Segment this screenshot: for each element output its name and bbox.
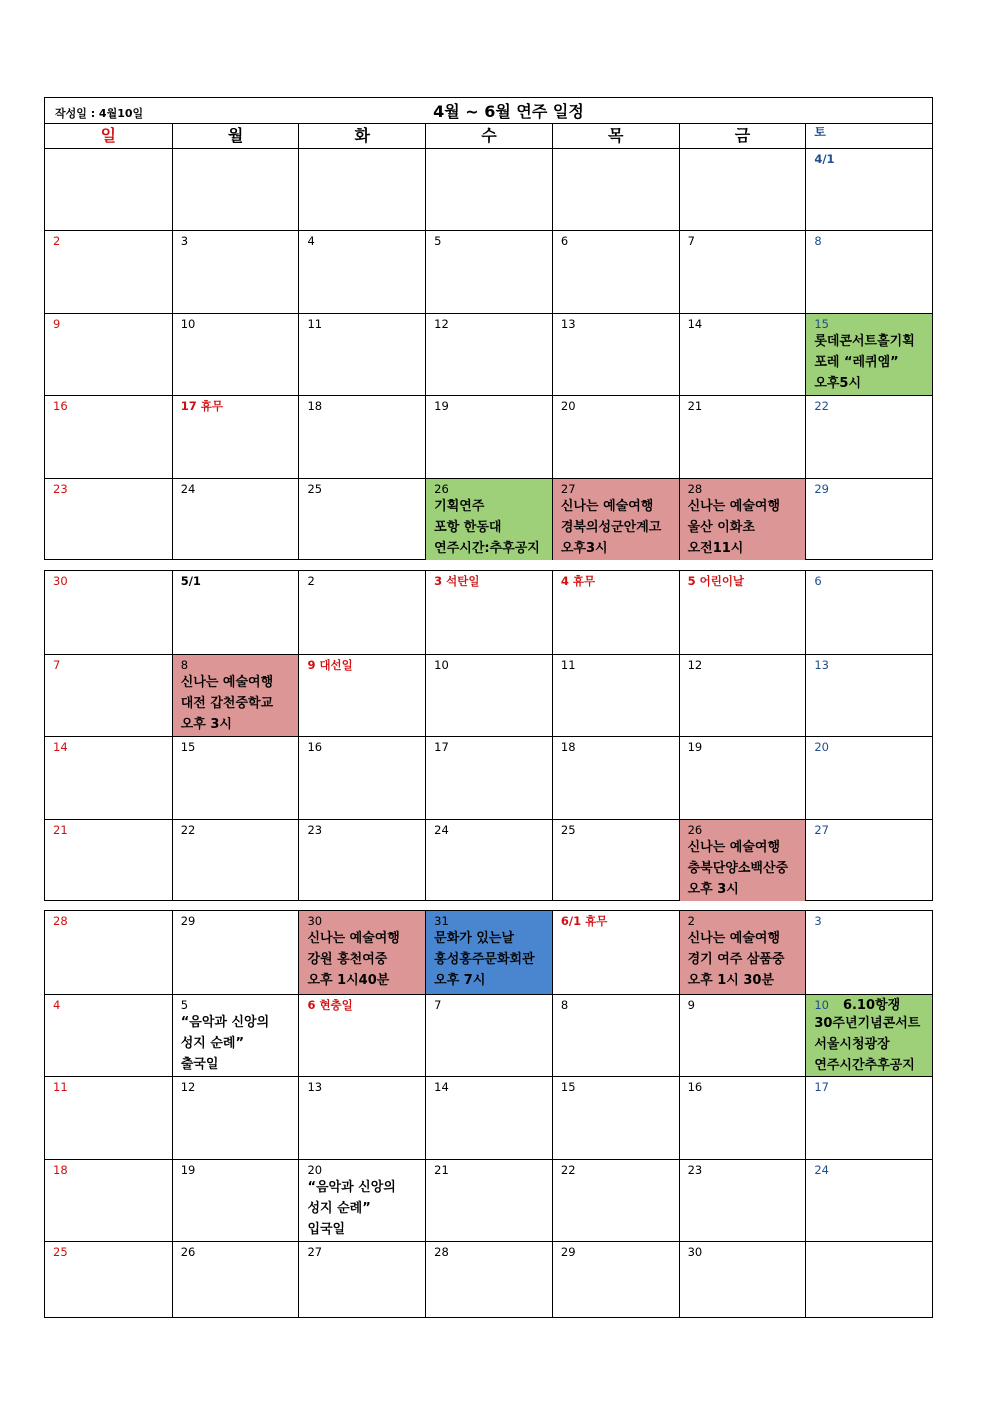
day-number: 3 석탄일 [434,574,480,588]
week-row [45,148,932,230]
day-cell[interactable] [552,737,679,819]
day-cell[interactable] [679,820,806,901]
event-line: 홍성홍주문화회관 [434,952,535,967]
week-row [45,478,932,560]
event-line: 오후3시 [560,541,608,556]
day-cell[interactable] [805,1242,932,1317]
week-row [45,313,932,395]
day-cell[interactable] [45,149,172,230]
event-line: “음악과 신앙의 [307,1180,396,1195]
day-number: 17 휴무 [180,399,223,413]
day-cell[interactable] [172,479,299,560]
day-cell[interactable] [172,396,299,478]
day-cell[interactable] [552,911,679,994]
day-cell[interactable] [172,231,299,313]
day-number: 23 [687,1163,703,1177]
day-number: 20 [814,740,829,754]
day-cell[interactable] [298,655,425,736]
event-line: 오후 7시 [434,973,486,988]
day-cell[interactable] [45,1160,172,1241]
day-number: 28 [434,1245,449,1259]
day-number: 24 [180,482,196,496]
day-cell[interactable] [45,231,172,313]
day-cell[interactable] [679,911,806,994]
day-number: 18 [560,740,576,754]
day-number: 18 [53,1163,68,1177]
event-line: 충북단양소백산중 [687,861,789,876]
day-cell[interactable] [805,1160,932,1241]
event-line: 성지 순례” [180,1036,245,1051]
day-cell[interactable] [679,396,806,478]
day-number: 25 [560,823,576,837]
day-cell[interactable] [298,737,425,819]
day-number: 14 [53,740,68,754]
day-number: 2 [53,234,61,248]
day-cell[interactable] [298,396,425,478]
day-number: 4 [53,998,61,1012]
event-line: 출국일 [180,1057,219,1072]
day-cell[interactable] [552,571,679,654]
day-number: 7 [434,998,442,1012]
day-cell[interactable] [552,479,679,560]
event-line: 신나는 예술여행 [687,931,781,946]
event-line: 경기 여주 삼품중 [687,952,785,967]
page-title: 4월 ~ 6월 연주 일정 [433,102,584,121]
day-number: 6 현충일 [307,998,353,1012]
event-line: 기획연주 [434,499,485,514]
day-number: 7 [687,234,695,248]
event-line: 울산 이화초 [687,520,755,535]
day-cell[interactable] [45,396,172,478]
day-cell[interactable] [425,314,552,395]
day-cell[interactable] [805,995,932,1076]
calendar-may [44,570,933,901]
day-cell[interactable] [805,737,932,819]
day-cell[interactable] [425,396,552,478]
day-cell[interactable] [298,571,425,654]
event-line: 오후 3시 [687,882,739,897]
day-number: 2 [687,914,695,928]
day-cell[interactable] [805,911,932,994]
event-line: 오후 1시40분 [307,973,390,988]
day-cell[interactable] [679,737,806,819]
event-line: 신나는 예술여행 [560,499,654,514]
day-cell[interactable] [552,231,679,313]
event-line: “음악과 신앙의 [180,1015,270,1030]
day-cell[interactable] [172,1242,299,1317]
event-line: 성지 순례” [307,1201,371,1216]
day-cell[interactable] [172,911,299,994]
calendar-june [44,910,933,1318]
day-cell[interactable] [172,1160,299,1241]
day-number: 10 [434,658,449,672]
day-number: 5 어린이날 [687,574,745,588]
weekday-sat: 토 [805,124,932,148]
event-line: 서울시청광장 [814,1037,890,1052]
day-cell[interactable] [298,149,425,230]
date-note: 작성일 : 4월10일 [55,107,144,120]
day-cell[interactable] [45,737,172,819]
day-cell[interactable] [679,231,806,313]
week-row [45,736,932,819]
day-number: 17 [814,1080,829,1094]
day-cell[interactable] [172,820,299,901]
day-number: 3 [814,914,822,928]
event-line: 신나는 예술여행 [180,675,274,690]
day-cell[interactable] [552,1160,679,1241]
day-cell[interactable] [298,1160,425,1241]
week-row [45,1076,932,1159]
event-line: 문화가 있는날 [434,931,515,946]
day-number: 9 [53,317,61,331]
day-cell[interactable] [425,1160,552,1241]
day-cell[interactable] [552,820,679,901]
day-number: 19 [180,1163,196,1177]
day-cell[interactable] [298,479,425,560]
day-cell[interactable] [298,1242,425,1317]
day-cell[interactable] [45,995,172,1076]
day-number: 30 [687,1245,703,1259]
day-cell[interactable] [805,655,932,736]
day-number: 9 [687,998,695,1012]
day-cell[interactable] [45,571,172,654]
day-cell[interactable] [552,1242,679,1317]
day-cell[interactable] [679,479,806,560]
week-row [45,230,932,313]
day-cell[interactable] [298,911,425,994]
day-number: 13 [307,1080,323,1094]
day-number: 5 [180,998,189,1012]
day-number: 9 대선일 [307,658,353,672]
day-number: 20 [307,1163,323,1177]
day-number: 8 [560,998,569,1012]
day-number: 15 [814,317,829,331]
day-number: 28 [53,914,68,928]
week-row [45,1241,932,1317]
day-cell[interactable] [552,396,679,478]
day-cell[interactable] [298,231,425,313]
day-cell[interactable] [552,314,679,395]
day-cell[interactable] [425,995,552,1076]
day-cell[interactable] [45,1077,172,1159]
week-row [45,911,932,994]
event-line: 신나는 예술여행 [687,499,781,514]
day-number: 17 [434,740,449,754]
day-number: 11 [307,317,323,331]
day-number: 29 [560,1245,576,1259]
day-number: 13 [560,317,576,331]
weekday-header-row [45,123,932,148]
day-cell[interactable] [172,655,299,736]
day-number: 10 [180,317,196,331]
weekday-thu: 목 [552,124,679,148]
day-number: 16 [53,399,68,413]
day-number: 11 [560,658,576,672]
weekday-mon: 월 [172,124,299,148]
day-number: 16 [687,1080,703,1094]
day-cell[interactable] [552,655,679,736]
event-line: 연주시간추후공지 [814,1058,915,1073]
day-number: 6 [560,234,569,248]
day-cell[interactable] [298,995,425,1076]
week-row [45,571,932,654]
day-number: 22 [560,1163,576,1177]
day-cell[interactable] [45,911,172,994]
day-number: 12 [180,1080,196,1094]
day-number: 25 [53,1245,68,1259]
event-line: 오후 3시 [180,717,232,732]
day-number: 12 [434,317,449,331]
day-cell[interactable] [425,737,552,819]
day-cell[interactable] [45,655,172,736]
day-cell[interactable] [552,995,679,1076]
day-extra-label: 6.10항쟁 [842,998,901,1013]
day-cell[interactable] [172,149,299,230]
event-line: 오후5시 [814,376,862,391]
event-line: 포레 “레퀴엠” [814,355,899,370]
day-number: 27 [307,1245,323,1259]
day-number: 4/1 [814,152,835,166]
day-cell[interactable] [172,314,299,395]
day-number: 28 [687,482,703,496]
week-row [45,395,932,478]
day-number: 6/1 휴무 [560,914,608,928]
day-cell[interactable] [172,571,299,654]
day-number: 23 [53,482,68,496]
weekday-wed: 수 [425,124,552,148]
day-number: 5/1 [180,574,201,588]
day-number: 6 [814,574,822,588]
calendar-april [44,97,933,560]
day-cell[interactable] [298,314,425,395]
day-number: 2 [307,574,315,588]
day-cell[interactable] [805,314,932,395]
day-cell[interactable] [679,571,806,654]
day-cell[interactable] [172,737,299,819]
day-cell[interactable] [172,995,299,1076]
day-number: 7 [53,658,61,672]
week-row [45,994,932,1076]
day-cell[interactable] [805,396,932,478]
day-cell[interactable] [425,149,552,230]
week-row [45,654,932,736]
event-line: 강원 홍천여중 [307,952,388,967]
day-cell[interactable] [45,820,172,901]
day-number: 12 [687,658,703,672]
day-number: 30 [307,914,323,928]
day-cell[interactable] [679,655,806,736]
day-cell[interactable] [45,314,172,395]
day-number: 21 [687,399,703,413]
day-number: 18 [307,399,323,413]
day-cell[interactable] [679,1242,806,1317]
day-number: 26 [180,1245,196,1259]
title-row [45,98,932,123]
event-line: 30주년기념콘서트 [814,1016,921,1031]
day-number: 29 [814,482,829,496]
day-cell[interactable] [298,820,425,901]
day-number: 27 [814,823,829,837]
day-number: 4 [307,234,315,248]
day-number: 20 [560,399,576,413]
event-line: 연주시간:추후공지 [434,541,540,556]
day-number: 23 [307,823,323,837]
day-cell[interactable] [425,1242,552,1317]
event-line: 경북의성군안계고 [560,520,662,535]
day-number: 26 [434,482,449,496]
day-cell[interactable] [679,995,806,1076]
day-cell[interactable] [805,1077,932,1159]
day-cell[interactable] [425,911,552,994]
day-cell[interactable] [805,571,932,654]
day-number: 26 [687,823,703,837]
day-cell[interactable] [679,1077,806,1159]
event-line: 입국일 [307,1222,346,1237]
day-number: 25 [307,482,323,496]
weekday-fri: 금 [679,124,806,148]
day-cell[interactable] [679,314,806,395]
day-cell[interactable] [679,1160,806,1241]
day-number: 19 [687,740,703,754]
day-cell[interactable] [679,149,806,230]
day-cell[interactable] [172,1077,299,1159]
day-number: 19 [434,399,449,413]
day-number: 22 [180,823,196,837]
day-number: 27 [560,482,576,496]
day-cell[interactable] [425,479,552,560]
day-number: 14 [687,317,703,331]
weekday-tue: 화 [298,124,425,148]
day-number: 4 휴무 [560,574,596,588]
day-number: 22 [814,399,829,413]
day-number: 8 [180,658,189,672]
week-row [45,1159,932,1241]
day-cell[interactable] [552,1077,679,1159]
day-number: 3 [180,234,189,248]
day-number: 24 [814,1163,829,1177]
day-number: 10 6.10항쟁 [814,998,901,1013]
day-number: 14 [434,1080,449,1094]
day-cell[interactable] [805,231,932,313]
day-number: 30 [53,574,68,588]
day-number: 21 [53,823,68,837]
day-cell[interactable] [805,149,932,230]
day-number: 13 [814,658,829,672]
day-cell[interactable] [805,820,932,901]
day-cell[interactable] [45,479,172,560]
day-number: 24 [434,823,449,837]
day-number: 11 [53,1080,68,1094]
day-number: 16 [307,740,323,754]
event-line: 신나는 예술여행 [307,931,400,946]
day-number: 15 [180,740,196,754]
day-cell[interactable] [425,820,552,901]
day-number: 5 [434,234,442,248]
day-cell[interactable] [805,479,932,560]
week-row [45,819,932,901]
event-line: 대전 갑천중학교 [180,696,274,711]
day-number: 31 [434,914,449,928]
day-number: 8 [814,234,822,248]
weekday-sun: 일 [100,126,117,145]
event-line: 오후 1시 30분 [687,973,775,988]
day-cell[interactable] [298,1077,425,1159]
day-cell[interactable] [425,571,552,654]
day-cell[interactable] [45,1242,172,1317]
event-line: 롯데콘서트홀기획 [814,334,915,349]
day-cell[interactable] [552,149,679,230]
day-cell[interactable] [425,1077,552,1159]
day-number: 21 [434,1163,449,1177]
day-number: 15 [560,1080,576,1094]
event-line: 신나는 예술여행 [687,840,781,855]
event-line: 오전11시 [687,541,744,556]
event-line: 포항 한동대 [434,520,502,535]
day-number: 29 [180,914,196,928]
day-cell[interactable] [425,231,552,313]
day-cell[interactable] [425,655,552,736]
